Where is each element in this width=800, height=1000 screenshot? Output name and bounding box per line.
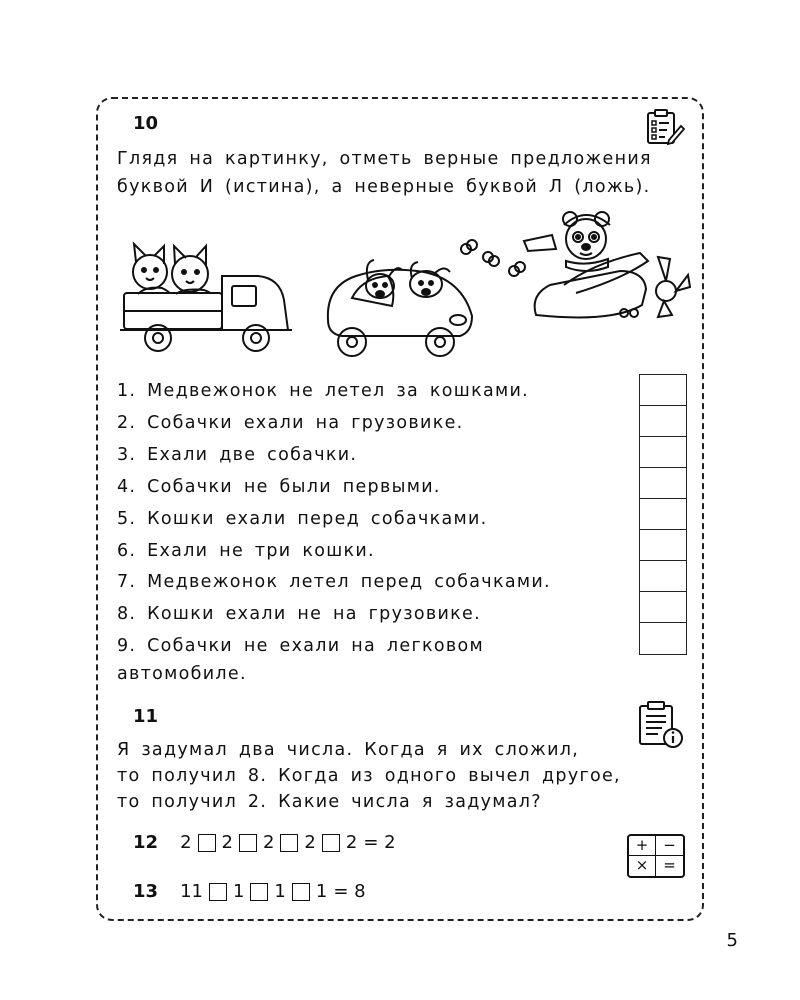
calc-multiply-symbol: × [629, 856, 656, 876]
operator-box[interactable] [292, 883, 310, 901]
calc-plus-symbol: + [629, 836, 656, 856]
task-13-term-3: 1 [274, 881, 286, 902]
operator-box[interactable] [280, 834, 298, 852]
clipboard-info-icon [636, 700, 686, 750]
task-12-term-4: 2 [304, 832, 316, 853]
task-12-equation [133, 832, 396, 853]
answer-cell-1[interactable] [640, 375, 686, 406]
statement-2: 2. Собачки ехали на грузовике. [117, 413, 464, 433]
truck-with-cats-illustration [118, 238, 298, 358]
page-number: 5 [726, 930, 738, 951]
task-12-term-1: 2 [180, 832, 192, 853]
statement-6: 6. Ехали не три кошки. [117, 541, 375, 561]
operator-box[interactable] [198, 834, 216, 852]
operator-box[interactable] [322, 834, 340, 852]
answer-boxes [639, 374, 687, 655]
statement-7: 7. Медвежонок летел перед собачками. [117, 572, 551, 592]
statement-4: 4. Собачки не были первыми. [117, 477, 441, 497]
calculator-icon [627, 834, 685, 878]
task-11-line-1: Я задумал два числа. Когда я их сложил, [117, 740, 580, 760]
task-12-term-2: 2 [221, 832, 233, 853]
task-10-prompt-line-2: буквой И (истина), а неверные буквой Л (ложь). [117, 177, 651, 197]
task-11-line-3: то получил 2. Какие числа я задумал? [117, 792, 542, 812]
answer-cell-6[interactable] [640, 530, 686, 561]
task-13-term-1: 11 [180, 881, 203, 902]
operator-box[interactable] [239, 834, 257, 852]
task-12-result: = 2 [363, 832, 396, 853]
statement-9-continuation: автомобиле. [117, 664, 247, 684]
answer-cell-3[interactable] [640, 437, 686, 468]
answer-cell-7[interactable] [640, 561, 686, 592]
task-12-term-3: 2 [262, 832, 275, 853]
checklist-icon [645, 108, 685, 146]
answer-cell-4[interactable] [640, 468, 686, 499]
task-13-number: 13 [133, 881, 159, 902]
calc-equals-symbol: = [663, 856, 676, 874]
statement-9: 9. Собачки не ехали на легковом [117, 636, 484, 656]
task-13-term-4: 1 [315, 881, 328, 902]
task-12-term-5: 2 [345, 832, 358, 853]
task-12-number: 12 [133, 832, 159, 853]
answer-cell-2[interactable] [640, 406, 686, 437]
task-13-equation [133, 881, 366, 902]
task-10-number: 10 [133, 113, 159, 134]
statement-5: 5. Кошки ехали перед собачками. [117, 509, 488, 529]
operator-box[interactable] [209, 883, 227, 901]
task-13-result: = 8 [333, 881, 366, 902]
answer-cell-9[interactable] [640, 623, 686, 654]
task-11-line-2: то получил 8. Когда из одного вычел другое, [117, 766, 621, 786]
calc-minus-symbol: − [656, 836, 683, 856]
task-11-number: 11 [133, 706, 159, 727]
statement-8: 8. Кошки ехали не на грузовике. [117, 604, 481, 624]
operator-box[interactable] [250, 883, 268, 901]
task-10-prompt-line-1: Глядя на картинку, отметь верные предложения [117, 149, 652, 169]
bear-airplane-illustration [452, 205, 692, 330]
statement-1: 1. Медвежонок не летел за кошками. [117, 381, 530, 401]
answer-cell-5[interactable] [640, 499, 686, 530]
answer-cell-8[interactable] [640, 592, 686, 623]
task-13-term-2: 1 [232, 881, 245, 902]
statement-3: 3. Ехали две собачки. [117, 445, 358, 465]
